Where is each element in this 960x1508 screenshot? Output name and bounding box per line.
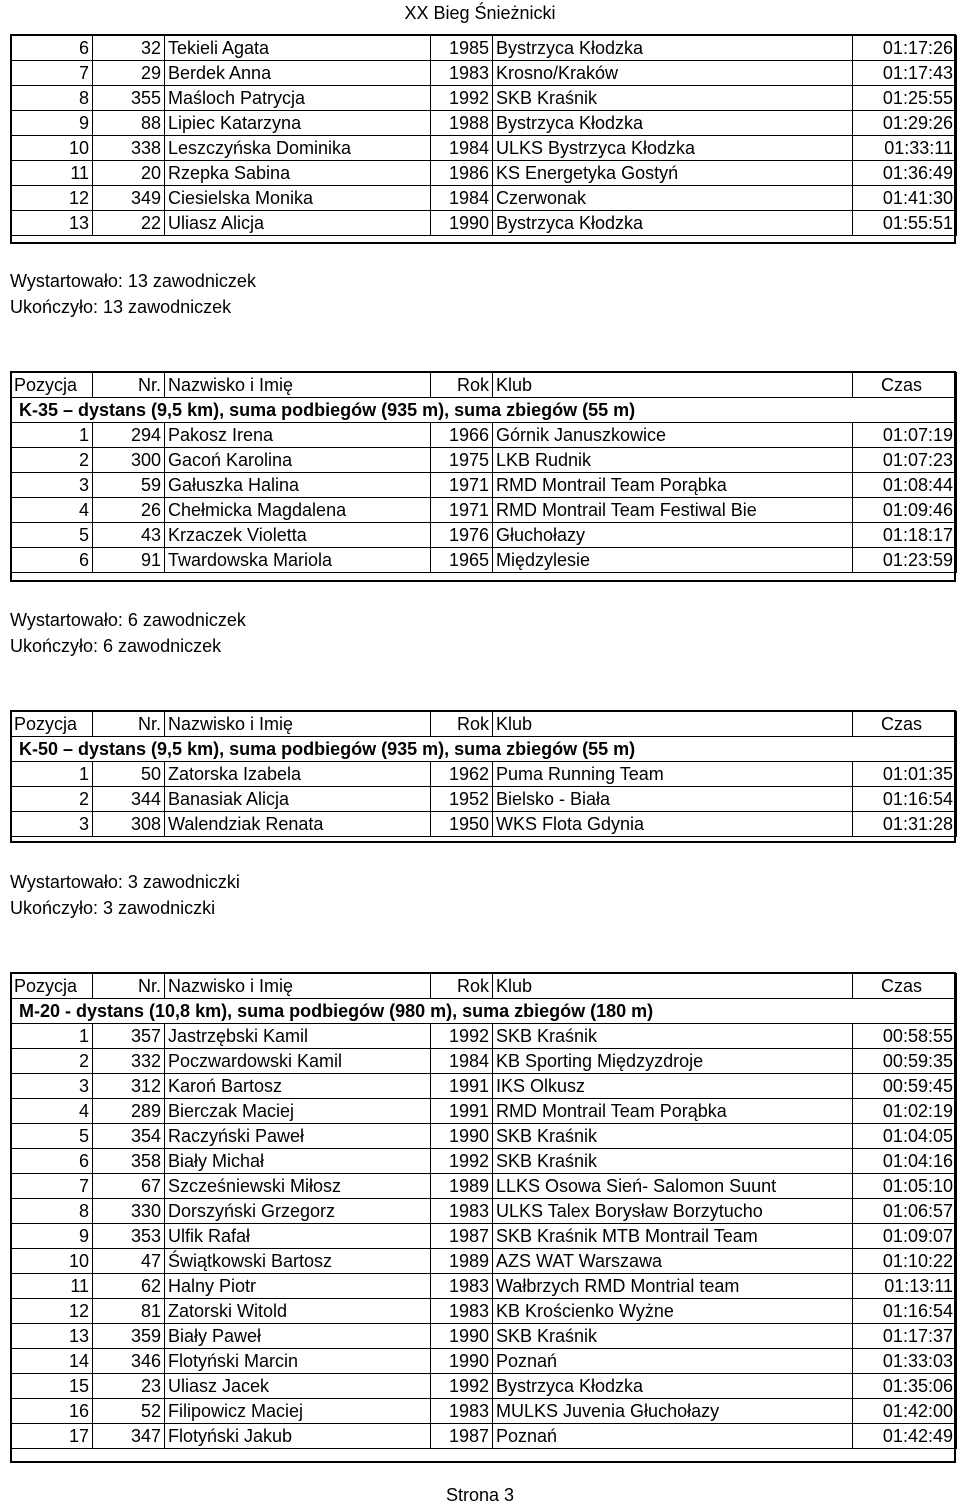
bib-number-cell: 59 (93, 473, 165, 498)
time-cell: 01:16:54 (853, 787, 957, 812)
name-cell: Maśloch Patrycja (165, 86, 431, 111)
results-table-k50 (10, 711, 957, 837)
position-cell: 4 (11, 1099, 93, 1124)
name-cell: Biały Michał (165, 1149, 431, 1174)
club-cell: Puma Running Team (493, 762, 853, 787)
results-rows (11, 36, 957, 236)
name-cell: Uliasz Alicja (165, 211, 431, 236)
name-cell: Biały Paweł (165, 1324, 431, 1349)
table-header-row (11, 974, 957, 999)
birth-year-cell: 1983 (431, 61, 493, 86)
birth-year-cell: 1985 (431, 36, 493, 61)
bib-number-cell: 308 (93, 812, 165, 837)
page-number: Strona 3 (445, 1485, 515, 1505)
time-cell: 01:42:00 (853, 1399, 957, 1424)
started-count: Wystartowało: 13 zawodniczek (10, 271, 256, 291)
column-header-year: Rok (431, 373, 493, 398)
time-cell: 01:35:06 (853, 1374, 957, 1399)
time-cell: 01:16:54 (853, 1299, 957, 1324)
time-cell: 01:41:30 (853, 186, 957, 211)
table-row (11, 448, 957, 473)
position-cell: 9 (11, 1224, 93, 1249)
bib-number-cell: 355 (93, 86, 165, 111)
position-cell: 17 (11, 1424, 93, 1449)
birth-year-cell: 1976 (431, 523, 493, 548)
position-cell: 10 (11, 1249, 93, 1274)
birth-year-cell: 1965 (431, 548, 493, 573)
bib-number-cell: 338 (93, 136, 165, 161)
birth-year-cell: 1990 (431, 1349, 493, 1374)
club-cell: KB Krościenko Wyżne (493, 1299, 853, 1324)
table-row (11, 1174, 957, 1199)
club-cell: SKB Kraśnik (493, 1324, 853, 1349)
name-cell: Ciesielska Monika (165, 186, 431, 211)
bib-number-cell: 353 (93, 1224, 165, 1249)
results-rows (11, 712, 957, 837)
time-cell: 01:02:19 (853, 1099, 957, 1124)
name-cell: Jastrzębski Kamil (165, 1024, 431, 1049)
birth-year-cell: 1966 (431, 423, 493, 448)
results-table-k-continued (10, 35, 957, 236)
bib-number-cell: 312 (93, 1074, 165, 1099)
table-row (11, 1424, 957, 1449)
page-title: XX Bieg Śnieżnicki (404, 3, 556, 23)
position-cell: 1 (11, 423, 93, 448)
name-cell: Świątkowski Bartosz (165, 1249, 431, 1274)
name-cell: Halny Piotr (165, 1274, 431, 1299)
bib-number-cell: 23 (93, 1374, 165, 1399)
column-header-year: Rok (431, 712, 493, 737)
club-cell: RMD Montrail Team Porąbka (493, 1099, 853, 1124)
column-header-club: Klub (493, 974, 853, 999)
table-row (11, 787, 957, 812)
birth-year-cell: 1991 (431, 1099, 493, 1124)
position-cell: 7 (11, 1174, 93, 1199)
bib-number-cell: 47 (93, 1249, 165, 1274)
table-row (11, 1049, 957, 1074)
table-row (11, 1124, 957, 1149)
name-cell: Gacoń Karolina (165, 448, 431, 473)
results-table-k35 (10, 372, 957, 573)
club-cell: Wałbrzych RMD Montrial team (493, 1274, 853, 1299)
position-cell: 2 (11, 787, 93, 812)
name-cell: Pakosz Irena (165, 423, 431, 448)
table-row (11, 1349, 957, 1374)
started-count: Wystartowało: 3 zawodniczki (10, 872, 240, 892)
club-cell: Bystrzyca Kłodzka (493, 1374, 853, 1399)
table-row (11, 1099, 957, 1124)
table-row (11, 61, 957, 86)
table-row (11, 423, 957, 448)
birth-year-cell: 1984 (431, 1049, 493, 1074)
birth-year-cell: 1986 (431, 161, 493, 186)
position-cell: 4 (11, 498, 93, 523)
bib-number-cell: 330 (93, 1199, 165, 1224)
table-row (11, 186, 957, 211)
column-header-name: Nazwisko i Imię (165, 712, 431, 737)
column-header-pos: Pozycja (11, 712, 93, 737)
table-row (11, 1199, 957, 1224)
bib-number-cell: 294 (93, 423, 165, 448)
category-row (11, 737, 957, 762)
bib-number-cell: 52 (93, 1399, 165, 1424)
name-cell: Ulfik Rafał (165, 1224, 431, 1249)
name-cell: Dorszyński Grzegorz (165, 1199, 431, 1224)
bib-number-cell: 62 (93, 1274, 165, 1299)
name-cell: Walendziak Renata (165, 812, 431, 837)
position-cell: 3 (11, 812, 93, 837)
position-cell: 2 (11, 1049, 93, 1074)
club-cell: RMD Montrail Team Porąbka (493, 473, 853, 498)
category-row-filler (853, 999, 957, 1024)
birth-year-cell: 1971 (431, 473, 493, 498)
position-cell: 8 (11, 86, 93, 111)
table-row (11, 1024, 957, 1049)
time-cell: 00:58:55 (853, 1024, 957, 1049)
birth-year-cell: 1992 (431, 86, 493, 111)
position-cell: 11 (11, 161, 93, 186)
table-row (11, 136, 957, 161)
name-cell: Flotyński Jakub (165, 1424, 431, 1449)
bib-number-cell: 300 (93, 448, 165, 473)
column-header-time: Czas (853, 974, 957, 999)
category-title: M-20 - dystans (10,8 km), suma podbiegów (980 m), suma zbiegów (180 m) (11, 999, 853, 1024)
club-cell: KB Sporting Międzyzdroje (493, 1049, 853, 1074)
birth-year-cell: 1990 (431, 1124, 493, 1149)
position-cell: 10 (11, 136, 93, 161)
birth-year-cell: 1992 (431, 1374, 493, 1399)
bib-number-cell: 50 (93, 762, 165, 787)
time-cell: 01:36:49 (853, 161, 957, 186)
name-cell: Gałuszka Halina (165, 473, 431, 498)
bib-number-cell: 359 (93, 1324, 165, 1349)
time-cell: 01:17:26 (853, 36, 957, 61)
birth-year-cell: 1983 (431, 1399, 493, 1424)
bib-number-cell: 354 (93, 1124, 165, 1149)
position-cell: 1 (11, 1024, 93, 1049)
results-rows (11, 974, 957, 1449)
column-header-club: Klub (493, 373, 853, 398)
bib-number-cell: 344 (93, 787, 165, 812)
position-cell: 3 (11, 1074, 93, 1099)
table-row (11, 812, 957, 837)
name-cell: Twardowska Mariola (165, 548, 431, 573)
table-row (11, 1074, 957, 1099)
table-row (11, 548, 957, 573)
club-cell: Bystrzyca Kłodzka (493, 211, 853, 236)
column-header-year: Rok (431, 974, 493, 999)
name-cell: Leszczyńska Dominika (165, 136, 431, 161)
birth-year-cell: 1950 (431, 812, 493, 837)
club-cell: SKB Kraśnik (493, 1124, 853, 1149)
bib-number-cell: 67 (93, 1174, 165, 1199)
birth-year-cell: 1984 (431, 136, 493, 161)
time-cell: 01:08:44 (853, 473, 957, 498)
name-cell: Szcześniewski Miłosz (165, 1174, 431, 1199)
club-cell: KS Energetyka Gostyń (493, 161, 853, 186)
club-cell: ULKS Bystrzyca Kłodzka (493, 136, 853, 161)
time-cell: 01:10:22 (853, 1249, 957, 1274)
column-header-time: Czas (853, 373, 957, 398)
bib-number-cell: 332 (93, 1049, 165, 1074)
position-cell: 7 (11, 61, 93, 86)
bib-number-cell: 88 (93, 111, 165, 136)
birth-year-cell: 1989 (431, 1249, 493, 1274)
time-cell: 00:59:35 (853, 1049, 957, 1074)
birth-year-cell: 1987 (431, 1424, 493, 1449)
position-cell: 12 (11, 1299, 93, 1324)
table-row (11, 1399, 957, 1424)
position-cell: 1 (11, 762, 93, 787)
club-cell: MULKS Juvenia Głuchołazy (493, 1399, 853, 1424)
birth-year-cell: 1962 (431, 762, 493, 787)
bib-number-cell: 43 (93, 523, 165, 548)
bib-number-cell: 22 (93, 211, 165, 236)
time-cell: 01:33:03 (853, 1349, 957, 1374)
name-cell: Bierczak Maciej (165, 1099, 431, 1124)
name-cell: Chełmicka Magdalena (165, 498, 431, 523)
table-row (11, 211, 957, 236)
club-cell: WKS Flota Gdynia (493, 812, 853, 837)
club-cell: Głuchołazy (493, 523, 853, 548)
birth-year-cell: 1971 (431, 498, 493, 523)
table-header-row (11, 712, 957, 737)
club-cell: Krosno/Kraków (493, 61, 853, 86)
time-cell: 01:17:37 (853, 1324, 957, 1349)
started-count: Wystartowało: 6 zawodniczek (10, 610, 246, 630)
position-cell: 5 (11, 523, 93, 548)
bib-number-cell: 349 (93, 186, 165, 211)
finished-count: Ukończyło: 3 zawodniczki (10, 898, 216, 918)
time-cell: 01:07:19 (853, 423, 957, 448)
bib-number-cell: 81 (93, 1299, 165, 1324)
table-row (11, 161, 957, 186)
name-cell: Tekieli Agata (165, 36, 431, 61)
birth-year-cell: 1983 (431, 1199, 493, 1224)
birth-year-cell: 1990 (431, 1324, 493, 1349)
club-cell: SKB Kraśnik (493, 86, 853, 111)
position-cell: 2 (11, 448, 93, 473)
bib-number-cell: 91 (93, 548, 165, 573)
name-cell: Berdek Anna (165, 61, 431, 86)
club-cell: AZS WAT Warszawa (493, 1249, 853, 1274)
birth-year-cell: 1975 (431, 448, 493, 473)
name-cell: Uliasz Jacek (165, 1374, 431, 1399)
position-cell: 15 (11, 1374, 93, 1399)
time-cell: 01:05:10 (853, 1174, 957, 1199)
club-cell: SKB Kraśnik MTB Montrail Team (493, 1224, 853, 1249)
name-cell: Zatorska Izabela (165, 762, 431, 787)
position-cell: 13 (11, 1324, 93, 1349)
category-title: K-50 – dystans (9,5 km), suma podbiegów (935 m), suma zbiegów (55 m) (11, 737, 853, 762)
position-cell: 9 (11, 111, 93, 136)
time-cell: 00:59:45 (853, 1074, 957, 1099)
position-cell: 11 (11, 1274, 93, 1299)
table-row (11, 1374, 957, 1399)
club-cell: LLKS Osowa Sień- Salomon Suunt (493, 1174, 853, 1199)
birth-year-cell: 1952 (431, 787, 493, 812)
category-row (11, 999, 957, 1024)
birth-year-cell: 1983 (431, 1274, 493, 1299)
club-cell: Górnik Januszkowice (493, 423, 853, 448)
position-cell: 8 (11, 1199, 93, 1224)
time-cell: 01:09:07 (853, 1224, 957, 1249)
time-cell: 01:18:17 (853, 523, 957, 548)
category-row-filler (853, 398, 957, 423)
column-header-time: Czas (853, 712, 957, 737)
name-cell: Krzaczek Violetta (165, 523, 431, 548)
time-cell: 01:29:26 (853, 111, 957, 136)
position-cell: 6 (11, 548, 93, 573)
position-cell: 6 (11, 36, 93, 61)
finished-count: Ukończyło: 13 zawodniczek (10, 297, 232, 317)
bib-number-cell: 26 (93, 498, 165, 523)
name-cell: Poczwardowski Kamil (165, 1049, 431, 1074)
time-cell: 01:23:59 (853, 548, 957, 573)
club-cell: Poznań (493, 1424, 853, 1449)
results-rows (11, 373, 957, 573)
position-cell: 16 (11, 1399, 93, 1424)
time-cell: 01:25:55 (853, 86, 957, 111)
time-cell: 01:04:16 (853, 1149, 957, 1174)
time-cell: 01:31:28 (853, 812, 957, 837)
time-cell: 01:55:51 (853, 211, 957, 236)
bib-number-cell: 346 (93, 1349, 165, 1374)
position-cell: 3 (11, 473, 93, 498)
birth-year-cell: 1992 (431, 1024, 493, 1049)
table-row (11, 1299, 957, 1324)
table-row (11, 523, 957, 548)
club-cell: Poznań (493, 1349, 853, 1374)
birth-year-cell: 1983 (431, 1299, 493, 1324)
bib-number-cell: 32 (93, 36, 165, 61)
time-cell: 01:04:05 (853, 1124, 957, 1149)
name-cell: Karoń Bartosz (165, 1074, 431, 1099)
bib-number-cell: 347 (93, 1424, 165, 1449)
club-cell: Bystrzyca Kłodzka (493, 36, 853, 61)
time-cell: 01:07:23 (853, 448, 957, 473)
table-row (11, 111, 957, 136)
bib-number-cell: 358 (93, 1149, 165, 1174)
column-header-club: Klub (493, 712, 853, 737)
finished-count: Ukończyło: 6 zawodniczek (10, 636, 222, 656)
name-cell: Filipowicz Maciej (165, 1399, 431, 1424)
column-header-nr: Nr. (93, 373, 165, 398)
name-cell: Flotyński Marcin (165, 1349, 431, 1374)
name-cell: Lipiec Katarzyna (165, 111, 431, 136)
position-cell: 14 (11, 1349, 93, 1374)
time-cell: 01:06:57 (853, 1199, 957, 1224)
table-row (11, 86, 957, 111)
birth-year-cell: 1989 (431, 1174, 493, 1199)
time-cell: 01:01:35 (853, 762, 957, 787)
club-cell: Bystrzyca Kłodzka (493, 111, 853, 136)
birth-year-cell: 1990 (431, 211, 493, 236)
bib-number-cell: 29 (93, 61, 165, 86)
club-cell: Bielsko - Biała (493, 787, 853, 812)
time-cell: 01:17:43 (853, 61, 957, 86)
position-cell: 6 (11, 1149, 93, 1174)
column-header-name: Nazwisko i Imię (165, 373, 431, 398)
table-row (11, 36, 957, 61)
name-cell: Banasiak Alicja (165, 787, 431, 812)
club-cell: RMD Montrail Team Festiwal Bie (493, 498, 853, 523)
bib-number-cell: 20 (93, 161, 165, 186)
birth-year-cell: 1984 (431, 186, 493, 211)
club-cell: Czerwonak (493, 186, 853, 211)
club-cell: SKB Kraśnik (493, 1024, 853, 1049)
club-cell: Międzylesie (493, 548, 853, 573)
table-row (11, 498, 957, 523)
position-cell: 5 (11, 1124, 93, 1149)
table-header-row (11, 373, 957, 398)
time-cell: 01:13:11 (853, 1274, 957, 1299)
column-header-pos: Pozycja (11, 974, 93, 999)
table-row (11, 1274, 957, 1299)
column-header-pos: Pozycja (11, 373, 93, 398)
table-row (11, 762, 957, 787)
position-cell: 13 (11, 211, 93, 236)
category-row-filler (853, 737, 957, 762)
results-table-m20 (10, 973, 957, 1449)
time-cell: 01:33:11 (853, 136, 957, 161)
birth-year-cell: 1992 (431, 1149, 493, 1174)
table-row (11, 1224, 957, 1249)
name-cell: Raczyński Paweł (165, 1124, 431, 1149)
category-title: K-35 – dystans (9,5 km), suma podbiegów (935 m), suma zbiegów (55 m) (11, 398, 853, 423)
time-cell: 01:09:46 (853, 498, 957, 523)
column-header-nr: Nr. (93, 712, 165, 737)
club-cell: SKB Kraśnik (493, 1149, 853, 1174)
table-row (11, 473, 957, 498)
club-cell: LKB Rudnik (493, 448, 853, 473)
table-row (11, 1149, 957, 1174)
name-cell: Zatorski Witold (165, 1299, 431, 1324)
birth-year-cell: 1988 (431, 111, 493, 136)
position-cell: 12 (11, 186, 93, 211)
category-row (11, 398, 957, 423)
club-cell: IKS Olkusz (493, 1074, 853, 1099)
birth-year-cell: 1991 (431, 1074, 493, 1099)
bib-number-cell: 289 (93, 1099, 165, 1124)
club-cell: ULKS Talex Borysław Borzytucho (493, 1199, 853, 1224)
table-row (11, 1324, 957, 1349)
table-row (11, 1249, 957, 1274)
birth-year-cell: 1987 (431, 1224, 493, 1249)
name-cell: Rzepka Sabina (165, 161, 431, 186)
bib-number-cell: 357 (93, 1024, 165, 1049)
time-cell: 01:42:49 (853, 1424, 957, 1449)
column-header-nr: Nr. (93, 974, 165, 999)
column-header-name: Nazwisko i Imię (165, 974, 431, 999)
